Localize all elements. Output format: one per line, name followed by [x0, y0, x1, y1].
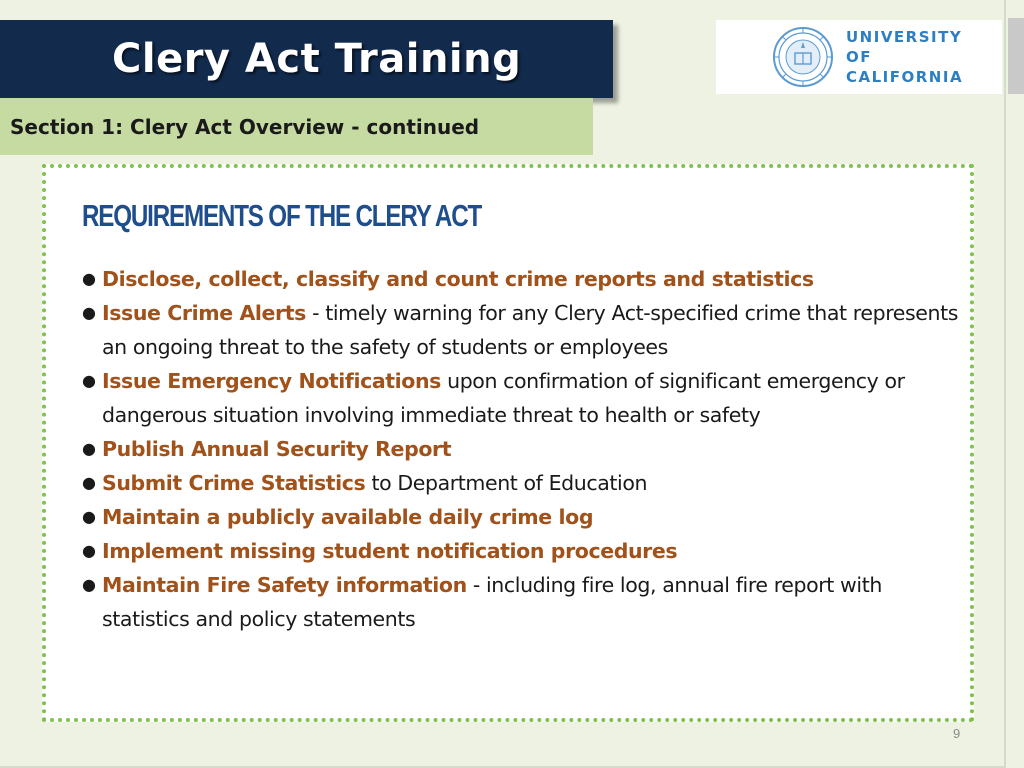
item-text: to Department of Education — [365, 471, 648, 495]
bullet-icon: ● — [82, 269, 96, 288]
university-logo — [716, 20, 1002, 94]
item-highlight: Submit Crime Statistics — [102, 471, 366, 495]
list-item — [80, 432, 960, 466]
item-highlight: Disclose, collect, classify and count crime reports and statistics — [102, 267, 814, 291]
list-item — [80, 534, 960, 568]
section-title: Section 1: Clery Act Overview - continued — [10, 114, 480, 139]
item-highlight: Publish Annual Security Report — [102, 437, 452, 461]
requirements-list — [80, 262, 960, 636]
slide-number: 9 — [953, 726, 961, 741]
list-item — [80, 364, 960, 432]
item-highlight: Maintain Fire Safety information — [102, 573, 467, 597]
item-text: - including fire log, annual fire report with statistics and policy statements — [102, 573, 882, 631]
logo-line-california: CALIFORNIA — [846, 68, 964, 86]
list-item — [80, 568, 960, 636]
list-item — [80, 262, 960, 296]
bullet-icon: ● — [82, 303, 96, 322]
bullet-icon: ● — [82, 473, 96, 492]
bullet-icon: ● — [82, 439, 96, 458]
item-highlight: Issue Crime Alerts — [102, 301, 306, 325]
list-item — [80, 466, 960, 500]
slide-title: Clery Act Training — [112, 36, 522, 82]
logo-line-university: UNIVERSITY — [846, 28, 963, 46]
bullet-icon: ● — [82, 371, 96, 390]
scroll-tab — [1008, 18, 1024, 94]
section-bar — [0, 98, 593, 155]
item-text: upon confirmation of significant emergency or dangerous situation involving immediate threat to health or safety — [102, 369, 905, 427]
bullet-icon: ● — [82, 541, 96, 560]
list-item — [80, 296, 960, 364]
bullet-icon: ● — [82, 575, 96, 594]
bullet-icon: ● — [82, 507, 96, 526]
item-text: - timely warning for any Clery Act-specified crime that represents an ongoing threat to the safety of students or employees — [102, 301, 959, 359]
content-heading: REQUIREMENTS OF THE CLERY ACT — [82, 198, 482, 233]
item-highlight: Issue Emergency Notifications — [102, 369, 441, 393]
list-item — [80, 500, 960, 534]
university-seal-icon — [772, 26, 834, 88]
logo-wordmark — [846, 27, 963, 87]
item-highlight: Implement missing student notification procedures — [102, 539, 678, 563]
item-highlight: Maintain a publicly available daily crime log — [102, 505, 594, 529]
content-panel — [42, 164, 974, 722]
title-bar — [0, 20, 613, 98]
logo-line-of: OF — [846, 48, 872, 66]
